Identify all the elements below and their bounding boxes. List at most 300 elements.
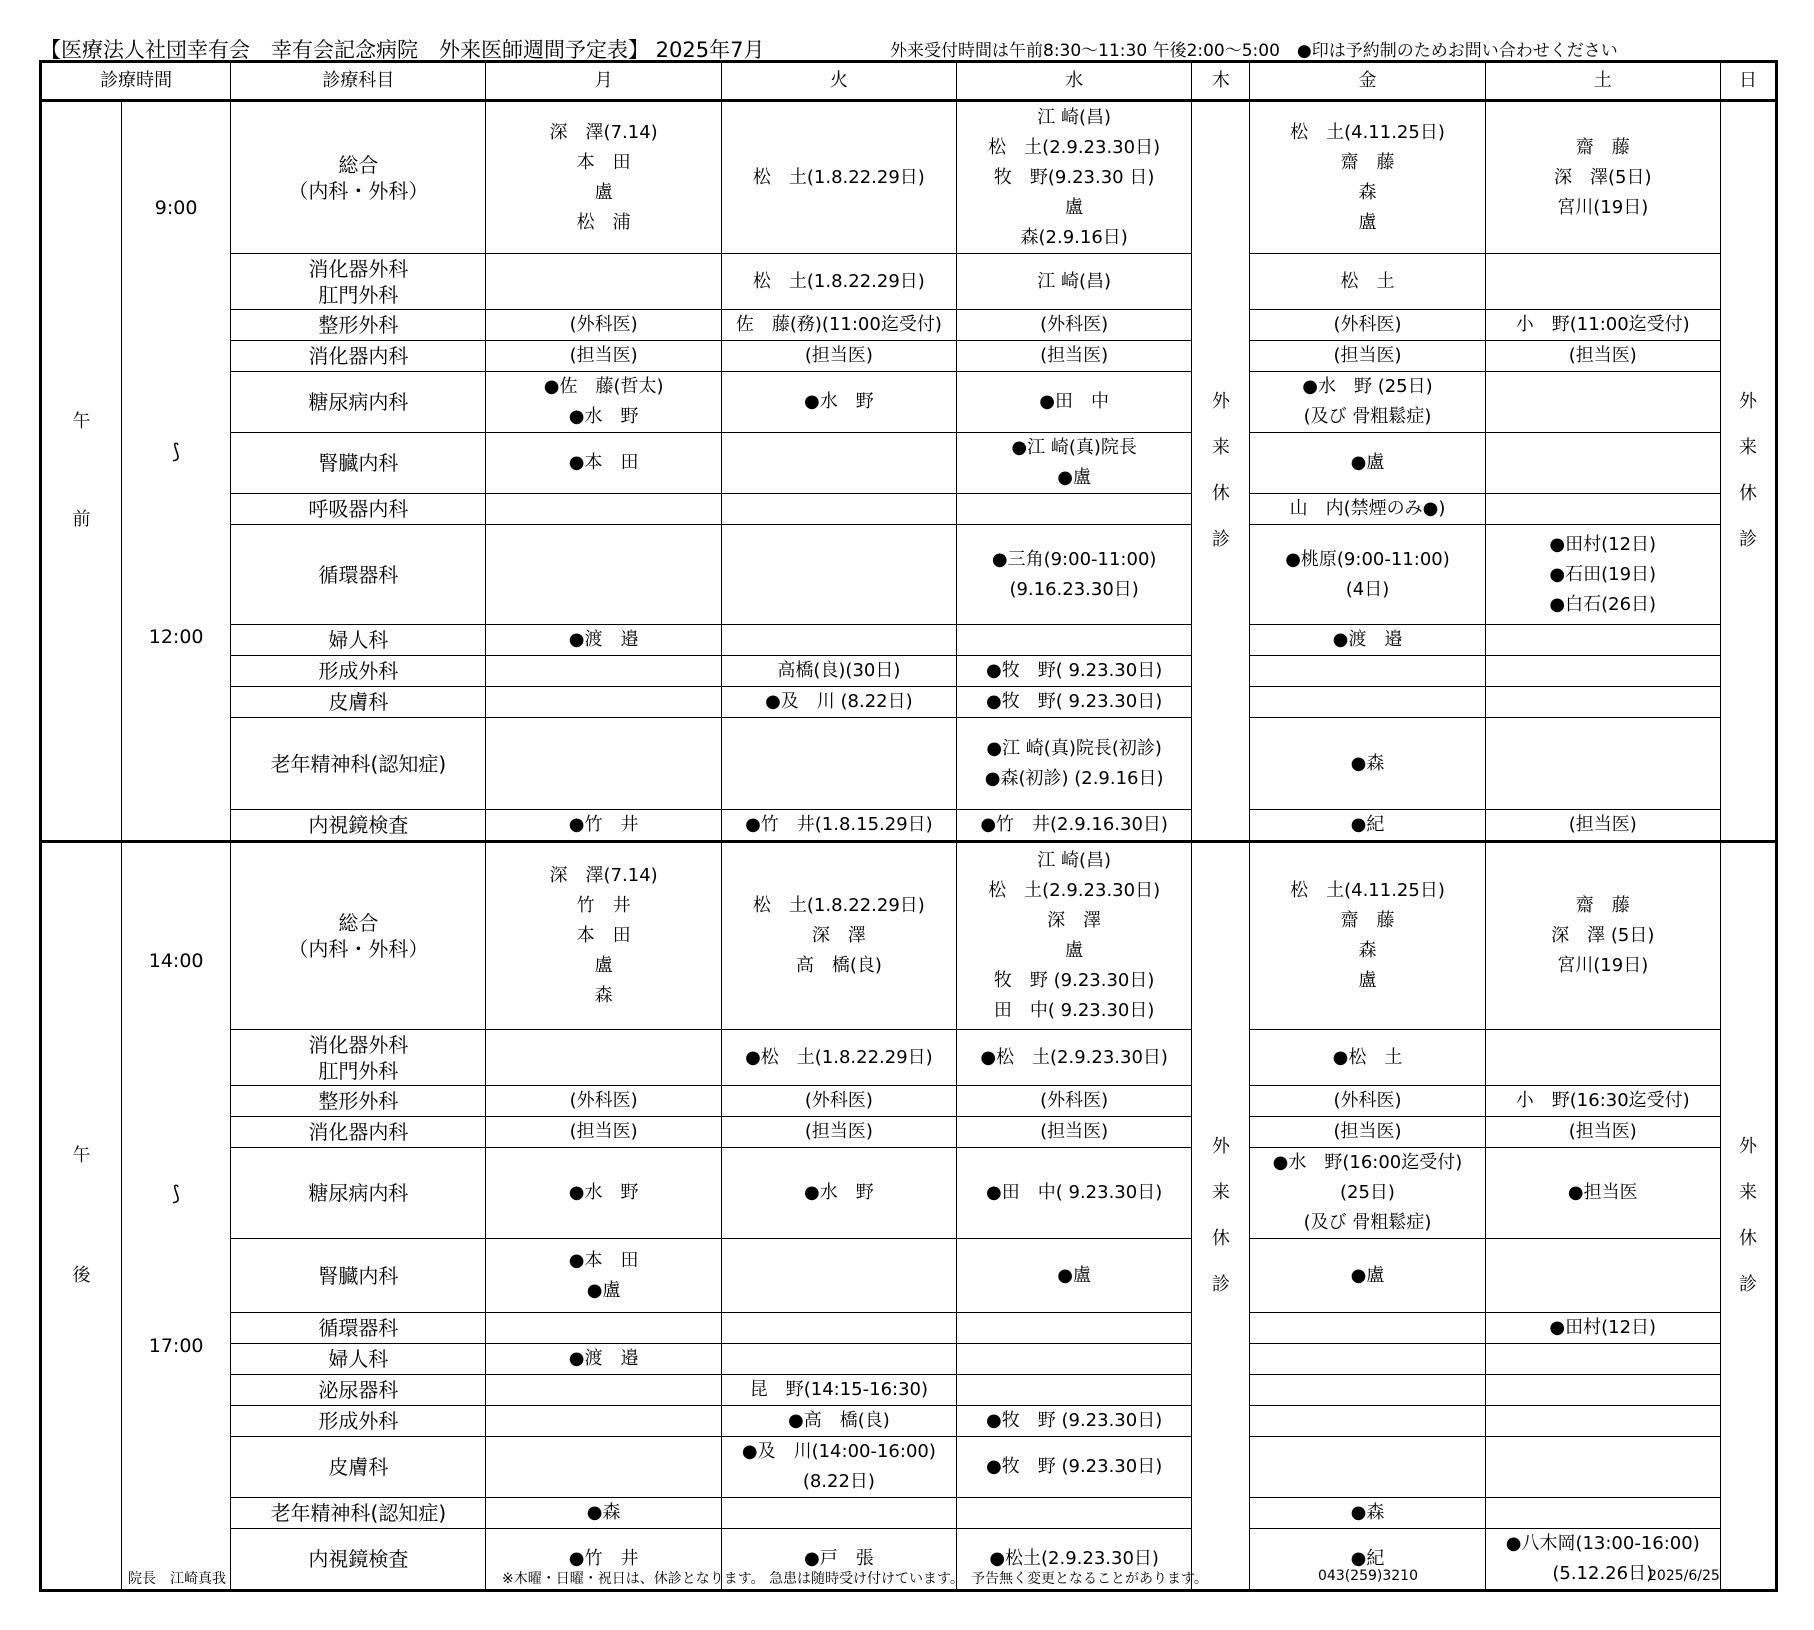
am-period-char: 前 xyxy=(72,509,91,530)
dept-label xyxy=(231,101,486,254)
cell-line: 盧 xyxy=(594,955,613,976)
slot-wed xyxy=(957,310,1192,341)
cell-line: ●松 土(1.8.22.29日) xyxy=(745,1046,933,1068)
cell-line: (担当医) xyxy=(804,345,873,366)
slot-sat xyxy=(1485,310,1720,341)
slot-wed xyxy=(957,372,1192,433)
cell-line: (担当医) xyxy=(569,1121,638,1142)
cell-line: 循環器科 xyxy=(318,1316,399,1340)
slot-fri xyxy=(1250,101,1485,254)
slot-wed xyxy=(957,1498,1192,1529)
cell-line: 診 xyxy=(1738,1274,1757,1295)
am-row xyxy=(41,525,1777,625)
cell-line: 総合 xyxy=(338,152,379,177)
cell-line: （内科・外科） xyxy=(288,937,429,961)
am-row xyxy=(41,810,1777,842)
cell-line: ●水 野 xyxy=(568,1182,639,1203)
slot-tue xyxy=(721,433,956,494)
slot-wed xyxy=(957,842,1192,1030)
slot-mon xyxy=(486,310,721,341)
dept-label xyxy=(231,254,486,310)
dept-label xyxy=(231,1375,486,1406)
cell-line: 森(2.9.16日) xyxy=(1020,226,1128,248)
cell-line: ●紀 xyxy=(1350,814,1385,835)
slot-mon xyxy=(486,101,721,254)
am-row xyxy=(41,625,1777,656)
am-sun-closed xyxy=(1720,101,1776,842)
cell-line: 松 土(1.8.22.29日) xyxy=(752,270,925,292)
am-row xyxy=(41,101,1777,254)
cell-line: ●紀 xyxy=(1350,1548,1385,1569)
slot-sat xyxy=(1485,718,1720,810)
dept-label xyxy=(231,718,486,810)
cell-line: 深 澤 xyxy=(1047,910,1102,931)
slot-fri xyxy=(1250,1313,1485,1344)
cell-line: ●牧 野 (9.23.30日) xyxy=(986,1456,1163,1477)
slot-mon xyxy=(486,341,721,372)
cell-line: 盧 xyxy=(1065,940,1084,961)
slot-mon xyxy=(486,656,721,687)
cell-line: 深 澤 (5日) xyxy=(1551,925,1655,946)
pm-thu-closed xyxy=(1192,842,1250,1591)
header-tue: 火 xyxy=(721,62,956,101)
cell-line: 糖尿病内科 xyxy=(308,1181,409,1205)
cell-line: 診 xyxy=(1211,1274,1230,1295)
slot-wed xyxy=(957,101,1192,254)
header-sat: 土 xyxy=(1485,62,1720,101)
dept-label xyxy=(231,1030,486,1086)
slot-wed xyxy=(957,656,1192,687)
cell-line: ●松土(2.9.23.30日) xyxy=(989,1548,1159,1569)
cell-line: 婦人科 xyxy=(328,1347,389,1371)
slot-sat xyxy=(1485,1406,1720,1437)
cell-line: ●田村(12日) xyxy=(1549,1317,1657,1338)
pm-row xyxy=(41,1030,1777,1086)
slot-mon xyxy=(486,1148,721,1239)
am-row xyxy=(41,433,1777,494)
am-row xyxy=(41,656,1777,687)
cell-line: 糖尿病内科 xyxy=(308,390,409,414)
slot-wed xyxy=(957,1437,1192,1498)
slot-fri xyxy=(1250,810,1485,842)
pm-row xyxy=(41,1313,1777,1344)
slot-fri xyxy=(1250,525,1485,625)
cell-line: ●及 川(14:00-16:00) xyxy=(741,1441,936,1462)
slot-tue xyxy=(721,842,956,1030)
slot-wed xyxy=(957,494,1192,525)
dept-label xyxy=(231,433,486,494)
dept-label xyxy=(231,687,486,718)
cell-line: ●本 田 xyxy=(568,452,639,473)
dept-label xyxy=(231,525,486,625)
slot-sat xyxy=(1485,1239,1720,1313)
cell-line: 深 澤 xyxy=(811,925,866,946)
cell-line: ●担当医 xyxy=(1567,1182,1638,1203)
slot-tue xyxy=(721,1406,956,1437)
pm-row xyxy=(41,1344,1777,1375)
slot-fri xyxy=(1250,1375,1485,1406)
reception-hours-note: 外来受付時間は午前8:30～11:30 午後2:00～5:00 ●印は予約制のためお問い合わせください xyxy=(890,41,1618,61)
dept-label xyxy=(231,1086,486,1117)
slot-fri xyxy=(1250,656,1485,687)
cell-line: ●及 川 (8.22日) xyxy=(765,691,913,712)
cell-line: 牧 野 (9.23.30日) xyxy=(993,970,1155,991)
cell-line: ●八木岡(13:00-16:00) xyxy=(1505,1533,1700,1554)
slot-fri xyxy=(1250,494,1485,525)
cell-line: 整形外科 xyxy=(318,1089,399,1113)
pm-row xyxy=(41,1148,1777,1239)
slot-wed xyxy=(957,1148,1192,1239)
cell-line: ●渡 邉 xyxy=(568,1348,639,1369)
pm-time-column xyxy=(122,842,231,1591)
dept-label xyxy=(231,1406,486,1437)
cell-line: ●本 田 xyxy=(568,1249,639,1271)
cell-line: (及び 骨粗鬆症) xyxy=(1303,406,1432,427)
title-bar xyxy=(40,34,1780,60)
cell-line: ●牧 野( 9.23.30日) xyxy=(986,691,1163,712)
slot-fri xyxy=(1250,842,1485,1030)
header-thu: 木 xyxy=(1192,62,1250,101)
cell-line: 外 xyxy=(1211,1136,1230,1157)
slot-sat xyxy=(1485,1117,1720,1148)
cell-line: ●盧 xyxy=(1350,452,1385,473)
slot-mon xyxy=(486,1239,721,1313)
slot-fri xyxy=(1250,1148,1485,1239)
cell-line: ●森 xyxy=(1350,1502,1385,1523)
cell-line: 齋 藤 xyxy=(1340,151,1395,173)
slot-tue xyxy=(721,1344,956,1375)
cell-line: ●渡 邉 xyxy=(568,629,639,650)
pm-row xyxy=(41,1498,1777,1529)
cell-line: 齋 藤 xyxy=(1340,910,1395,931)
cell-line: 盧 xyxy=(1358,211,1377,233)
am-row xyxy=(41,718,1777,810)
slot-tue xyxy=(721,1498,956,1529)
dept-label xyxy=(231,810,486,842)
slot-wed xyxy=(957,625,1192,656)
slot-tue xyxy=(721,718,956,810)
slot-wed xyxy=(957,1117,1192,1148)
cell-line: (外科医) xyxy=(1333,314,1402,335)
cell-line: 循環器科 xyxy=(318,562,399,587)
footer-note: ※木曜・日曜・祝日は、休診となります。 急患は随時受け付けています。 予告無く変更となることがあります。 xyxy=(502,1571,1208,1587)
am-row xyxy=(41,494,1777,525)
pm-row xyxy=(41,1406,1777,1437)
footer xyxy=(40,1568,1780,1590)
cell-line: (担当医) xyxy=(1333,345,1402,366)
slot-fri xyxy=(1250,254,1485,310)
cell-line: 松 土(1.8.22.29日) xyxy=(752,895,925,916)
slot-mon xyxy=(486,1030,721,1086)
slot-wed xyxy=(957,1344,1192,1375)
slot-wed xyxy=(957,1406,1192,1437)
am-time-column xyxy=(122,101,231,842)
cell-line: 老年精神科(認知症) xyxy=(270,1501,447,1525)
cell-line: 整形外科 xyxy=(318,313,399,337)
slot-tue xyxy=(721,656,956,687)
slot-sat xyxy=(1485,341,1720,372)
slot-sat xyxy=(1485,372,1720,433)
dept-label xyxy=(231,494,486,525)
cell-line: 皮膚科 xyxy=(328,690,389,714)
cell-line: (5.12.26日) xyxy=(1552,1563,1654,1584)
slot-fri xyxy=(1250,625,1485,656)
cell-line: ●牧 野 (9.23.30日) xyxy=(986,1410,1163,1431)
slot-fri xyxy=(1250,687,1485,718)
dept-label xyxy=(231,1148,486,1239)
cell-line: 本 田 xyxy=(576,151,631,173)
cell-line: 齋 藤 xyxy=(1575,895,1630,916)
slot-fri xyxy=(1250,1117,1485,1148)
cell-line: (担当医) xyxy=(1333,1121,1402,1142)
pm-row xyxy=(41,1239,1777,1313)
dept-label xyxy=(231,341,486,372)
slot-fri xyxy=(1250,1239,1485,1313)
cell-line: (担当医) xyxy=(1040,345,1109,366)
cell-line: ●水 野 xyxy=(568,406,639,427)
slot-wed xyxy=(957,341,1192,372)
cell-line: 肛門外科 xyxy=(318,282,399,307)
pm-period-label xyxy=(41,842,122,1591)
cell-line: 松 土(4.11.25日) xyxy=(1290,880,1445,901)
cell-line: ●田 中( 9.23.30日) xyxy=(986,1182,1163,1203)
slot-sat xyxy=(1485,1148,1720,1239)
cell-line: ●盧 xyxy=(1350,1264,1385,1286)
slot-mon xyxy=(486,372,721,433)
cell-line: 松 土(1.8.22.29日) xyxy=(752,166,925,188)
cell-line: 小 野(11:00迄受付) xyxy=(1515,314,1690,335)
cell-line: (外科医) xyxy=(569,1090,638,1111)
dept-label xyxy=(231,656,486,687)
dept-label xyxy=(231,1498,486,1529)
cell-line: 形成外科 xyxy=(318,659,399,683)
am-time-tilde: ⟆ xyxy=(172,439,181,463)
slot-mon xyxy=(486,687,721,718)
slot-wed xyxy=(957,810,1192,842)
am-row xyxy=(41,310,1777,341)
document-title: 【医療法人社団幸有会 幸有会記念病院 外来医師週間予定表】 2025年7月 xyxy=(40,38,765,62)
slot-wed xyxy=(957,1313,1192,1344)
cell-line: (25日) xyxy=(1340,1182,1395,1203)
am-row xyxy=(41,687,1777,718)
slot-tue xyxy=(721,1030,956,1086)
cell-line: 皮膚科 xyxy=(328,1455,389,1479)
slot-sat xyxy=(1485,810,1720,842)
cell-line: ●石田(19日) xyxy=(1549,563,1657,585)
slot-tue xyxy=(721,1239,956,1313)
am-row xyxy=(41,372,1777,433)
cell-line: 松 土(2.9.23.30日) xyxy=(988,136,1161,158)
dept-label xyxy=(231,1313,486,1344)
slot-mon xyxy=(486,842,721,1030)
cell-line: 消化器外科 xyxy=(308,1032,409,1057)
cell-line: (外科医) xyxy=(569,314,638,335)
footer-date: 2025/6/25 xyxy=(1648,1568,1720,1584)
slot-tue xyxy=(721,101,956,254)
cell-line: 松 土(4.11.25日) xyxy=(1290,121,1445,143)
slot-sat xyxy=(1485,1313,1720,1344)
cell-line: ●森 xyxy=(586,1502,621,1523)
cell-line: 山 内(禁煙のみ●) xyxy=(1289,498,1446,519)
cell-line: 江 崎(昌) xyxy=(1037,106,1112,128)
pm-row xyxy=(41,1375,1777,1406)
slot-tue xyxy=(721,341,956,372)
cell-line: 松 土(2.9.23.30日) xyxy=(988,880,1161,901)
cell-line: 江 崎(昌) xyxy=(1037,270,1112,292)
am-row xyxy=(41,341,1777,372)
cell-line: ●森(初診) (2.9.16日) xyxy=(984,767,1164,789)
slot-fri xyxy=(1250,1344,1485,1375)
slot-tue xyxy=(721,254,956,310)
pm-period-char: 午 xyxy=(72,1145,91,1166)
cell-line: 内視鏡検査 xyxy=(308,1547,409,1571)
cell-line: (担当医) xyxy=(1568,345,1637,366)
cell-line: 外 xyxy=(1738,1136,1757,1157)
cell-line: ●水 野 (25日) xyxy=(1302,376,1433,397)
slot-sat xyxy=(1485,101,1720,254)
cell-line: 盧 xyxy=(1358,970,1377,991)
cell-line: ●竹 井(1.8.15.29日) xyxy=(745,814,933,835)
slot-mon xyxy=(486,1117,721,1148)
dept-label xyxy=(231,1117,486,1148)
slot-sat xyxy=(1485,1030,1720,1086)
cell-line: ●渡 邉 xyxy=(1332,629,1403,650)
slot-mon xyxy=(486,1437,721,1498)
pm-period-char: 後 xyxy=(72,1265,91,1286)
cell-line: ●水 野(16:00迄受付) xyxy=(1272,1152,1463,1173)
cell-line: 来 xyxy=(1211,1182,1230,1203)
cell-line: 宮川(19日) xyxy=(1557,955,1649,976)
cell-line: ●松 土 xyxy=(1332,1046,1403,1068)
cell-line: 泌尿器科 xyxy=(318,1378,399,1402)
cell-line: 竹 井 xyxy=(576,895,631,916)
cell-line: 休 xyxy=(1211,483,1230,504)
dept-label xyxy=(231,1239,486,1313)
pm-row xyxy=(41,1117,1777,1148)
cell-line: 内視鏡検査 xyxy=(308,813,409,837)
cell-line: (9.16.23.30日) xyxy=(1009,578,1139,600)
header-wed: 水 xyxy=(957,62,1192,101)
cell-line: (外科医) xyxy=(804,1090,873,1111)
header-dept: 診療科目 xyxy=(231,62,486,101)
cell-line: 松 土 xyxy=(1340,270,1395,292)
slot-wed xyxy=(957,1375,1192,1406)
cell-line: 宮川(19日) xyxy=(1557,196,1649,218)
slot-sat xyxy=(1485,1437,1720,1498)
dept-label xyxy=(231,625,486,656)
slot-fri xyxy=(1250,1086,1485,1117)
slot-mon xyxy=(486,1375,721,1406)
cell-line: (担当医) xyxy=(804,1121,873,1142)
pm-sun-closed xyxy=(1720,842,1776,1591)
cell-line: 呼吸器内科 xyxy=(308,497,409,521)
pm-row xyxy=(41,1086,1777,1117)
cell-line: 高橋(良)(30日) xyxy=(777,660,901,681)
cell-line: ●松 土(2.9.23.30日) xyxy=(980,1046,1168,1068)
slot-wed xyxy=(957,1030,1192,1086)
cell-line: 老年精神科(認知症) xyxy=(270,751,447,776)
cell-line: 休 xyxy=(1738,1228,1757,1249)
slot-tue xyxy=(721,1313,956,1344)
header-sun: 日 xyxy=(1720,62,1776,101)
dept-label xyxy=(231,1437,486,1498)
am-period-char: 午 xyxy=(72,411,91,432)
cell-line: ●江 崎(真)院長 xyxy=(1011,437,1137,458)
cell-line: (担当医) xyxy=(1568,814,1637,835)
cell-line: ●高 橋(良) xyxy=(788,1410,890,1431)
cell-line: 形成外科 xyxy=(318,1409,399,1433)
slot-sat xyxy=(1485,254,1720,310)
cell-line: ●竹 井 xyxy=(568,1548,639,1569)
cell-line: ●白石(26日) xyxy=(1549,593,1657,615)
cell-line: ●戸 張 xyxy=(804,1548,874,1569)
slot-tue xyxy=(721,372,956,433)
cell-line: 江 崎(昌) xyxy=(1037,850,1112,871)
slot-sat xyxy=(1485,525,1720,625)
slot-mon xyxy=(486,254,721,310)
am-row xyxy=(41,254,1777,310)
cell-line: 来 xyxy=(1738,1182,1757,1203)
slot-wed xyxy=(957,1086,1192,1117)
cell-line: 診 xyxy=(1211,529,1230,550)
cell-line: 森 xyxy=(1358,940,1377,961)
dept-label xyxy=(231,1344,486,1375)
slot-sat xyxy=(1485,433,1720,494)
cell-line: (担当医) xyxy=(1568,1121,1637,1142)
cell-line: 高 橋(良) xyxy=(795,955,882,976)
slot-wed xyxy=(957,525,1192,625)
cell-line: 肛門外科 xyxy=(318,1058,399,1083)
header-fri: 金 xyxy=(1250,62,1485,101)
slot-tue xyxy=(721,494,956,525)
slot-tue xyxy=(721,310,956,341)
slot-mon xyxy=(486,625,721,656)
cell-line: 休 xyxy=(1211,1228,1230,1249)
pm-time-label: 14:00 xyxy=(148,950,204,972)
slot-fri xyxy=(1250,718,1485,810)
slot-wed xyxy=(957,718,1192,810)
slot-mon xyxy=(486,1406,721,1437)
cell-line: 深 澤(5日) xyxy=(1553,166,1652,188)
pm-time-label: 17:00 xyxy=(148,1335,204,1357)
cell-line: (4日) xyxy=(1345,578,1390,600)
cell-line: 消化器内科 xyxy=(308,1120,409,1144)
cell-line: （内科・外科） xyxy=(288,178,429,203)
am-period-label xyxy=(41,101,122,842)
cell-line: 小 野(16:30迄受付) xyxy=(1515,1090,1690,1111)
pm-row xyxy=(41,1437,1777,1498)
cell-line: 深 澤(7.14) xyxy=(549,121,658,143)
slot-mon xyxy=(486,810,721,842)
slot-mon xyxy=(486,1498,721,1529)
cell-line: 森 xyxy=(1358,181,1377,203)
footer-director: 院長 江崎真我 xyxy=(128,1571,226,1587)
pm-row xyxy=(41,842,1777,1030)
cell-line: 来 xyxy=(1211,437,1230,458)
slot-tue xyxy=(721,1086,956,1117)
cell-line: 本 田 xyxy=(576,925,631,946)
slot-sat xyxy=(1485,625,1720,656)
cell-line: ●三角(9:00-11:00) xyxy=(991,548,1157,570)
cell-line: ●田村(12日) xyxy=(1549,533,1657,555)
cell-line: ●森 xyxy=(1350,752,1385,774)
slot-sat xyxy=(1485,1375,1720,1406)
slot-fri xyxy=(1250,372,1485,433)
cell-line: 田 中( 9.23.30日) xyxy=(993,1000,1155,1021)
cell-line: 深 澤(7.14) xyxy=(549,865,658,886)
cell-line: (及び 骨粗鬆症) xyxy=(1303,1212,1432,1233)
cell-line: 消化器外科 xyxy=(308,256,409,281)
